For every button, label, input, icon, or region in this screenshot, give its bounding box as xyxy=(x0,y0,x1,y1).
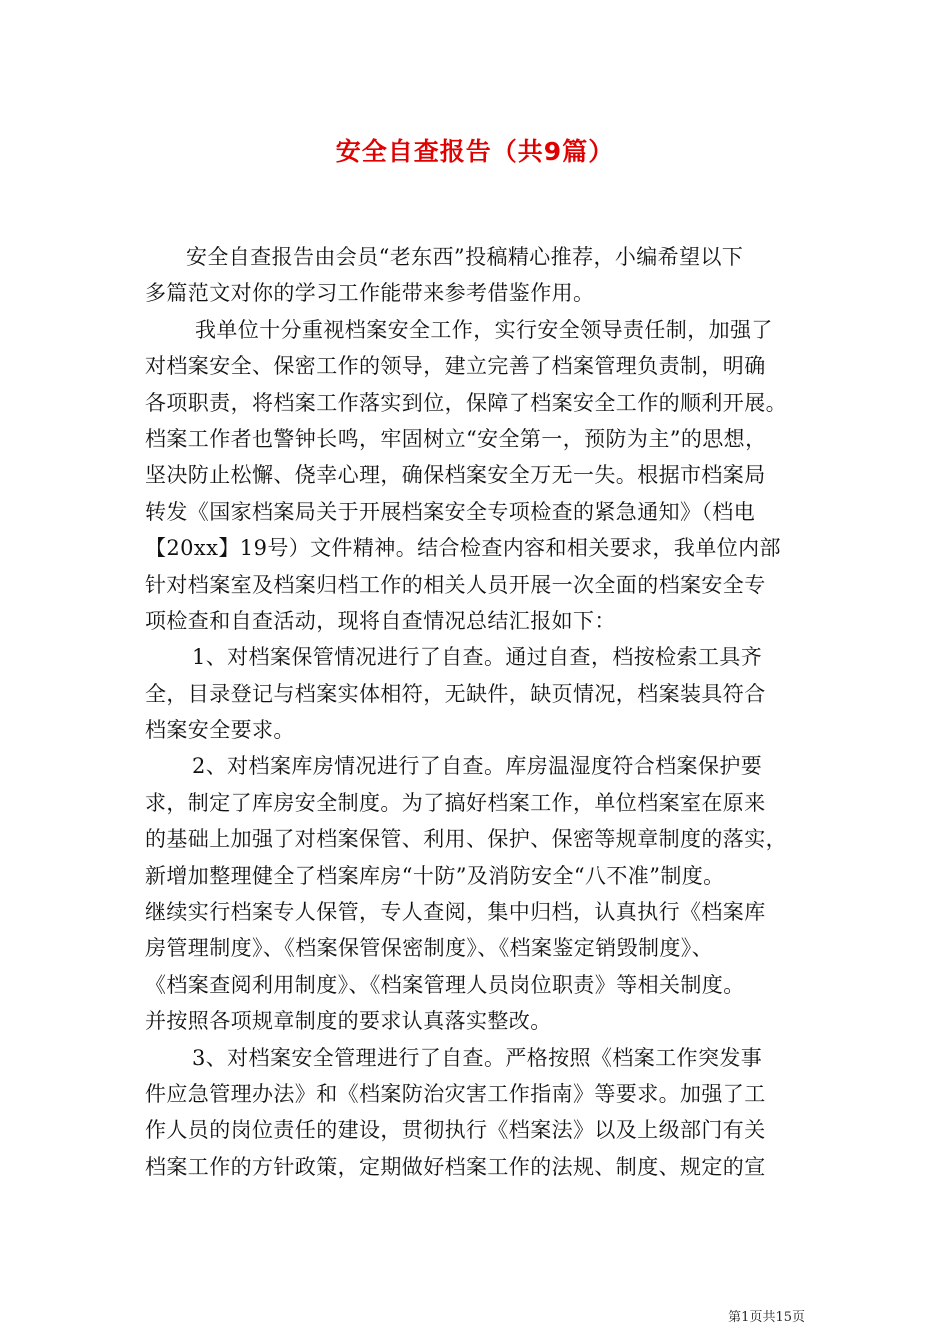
text-line: 多篇范文对你的学习工作能带来参考借鉴作用。 xyxy=(145,281,595,306)
text-line: 【20xx】19号）文件精神。结合检查内容和相关要求，我单位内部 xyxy=(145,536,781,561)
text-line: 转发《国家档案局关于开展档案安全专项检查的紧急通知》（档电 xyxy=(145,499,756,524)
text-line: 新增加整理健全了档案库房“十防”及消防安全“八不准”制度。 xyxy=(145,863,725,888)
text-line: 的基础上加强了对档案保管、利用、保护、保密等规章制度的落实， xyxy=(145,827,787,852)
text-line: 项检查和自查活动，现将自查情况总结汇报如下： xyxy=(145,608,616,633)
text-line: 件应急管理办法》和《档案防治灾害工作指南》等要求。加强了工 xyxy=(145,1081,766,1106)
text-line: 房管理制度》、《档案保管保密制度》、《档案鉴定销毁制度》、 xyxy=(145,936,714,961)
text-line: 档案安全要求。 xyxy=(145,718,295,743)
document-body xyxy=(145,239,805,1185)
text-line: 全，目录登记与档案实体相符，无缺件，缺页情况，档案装具符合 xyxy=(145,681,766,706)
text-line: 坚决防止松懈、侥幸心理，确保档案安全万无一失。根据市档案局 xyxy=(145,463,766,488)
text-line: 档案工作者也警钟长鸣，牢固树立“安全第一，预防为主”的思想， xyxy=(145,426,767,451)
text-line: 1、对档案保管情况进行了自查。通过自查，档按检索工具齐 xyxy=(192,645,763,670)
page-number-footer: 第1页共15页 xyxy=(728,1310,805,1325)
text-line: 《档案查阅利用制度》、《档案管理人员岗位职责》等相关制度。 xyxy=(145,972,745,997)
text-line: 求，制定了库房安全制度。为了搞好档案工作，单位档案室在原来 xyxy=(145,790,766,815)
text-line: 继续实行档案专人保管，专人查阅，集中归档，认真执行《档案库 xyxy=(145,900,766,925)
text-line: 对档案安全、保密工作的领导，建立完善了档案管理负责制，明确 xyxy=(145,354,766,379)
document-title: 安全自查报告（共9篇） xyxy=(335,137,615,166)
text-line: 3、对档案安全管理进行了自查。严格按照《档案工作突发事 xyxy=(192,1045,763,1070)
text-line: 并按照各项规章制度的要求认真落实整改。 xyxy=(145,1009,552,1034)
text-line: 针对档案室及档案归档工作的相关人员开展一次全面的档案安全专 xyxy=(145,572,766,597)
text-line: 档案工作的方针政策，定期做好档案工作的法规、制度、规定的宣 xyxy=(145,1154,766,1179)
text-line: 我单位十分重视档案安全工作，实行安全领导责任制，加强了 xyxy=(195,317,773,342)
text-line: 安全自查报告由会员“老东西”投稿精心推荐，小编希望以下 xyxy=(186,245,744,269)
text-line: 各项职责，将档案工作落实到位，保障了档案安全工作的顺利开展。 xyxy=(145,390,787,415)
text-line: 作人员的岗位责任的建设，贯彻执行《档案法》以及上级部门有关 xyxy=(145,1118,766,1143)
text-line: 2、对档案库房情况进行了自查。库房温湿度符合档案保护要 xyxy=(192,754,763,779)
